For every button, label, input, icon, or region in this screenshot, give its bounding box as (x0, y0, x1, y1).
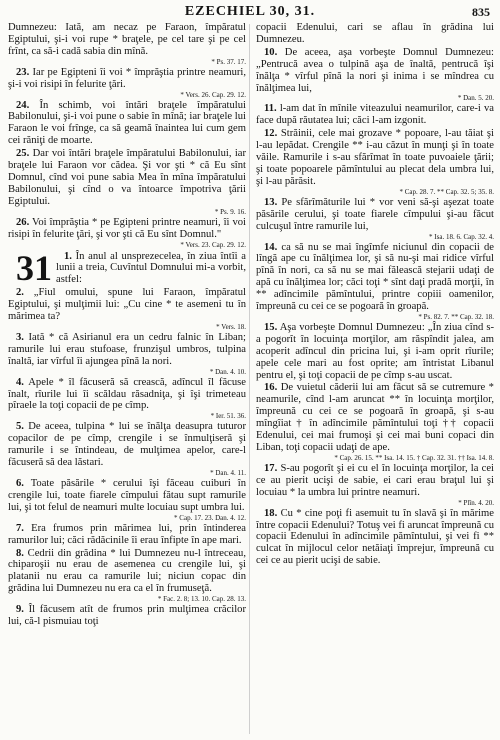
verse-text: Toate păsările * cerului îşi făceau cuiburi în crengile lui, toate fiarele cîmpului fătau supt ramurile lui, şi tot felul de neamuri multe locuiau supt umbra lui. (8, 478, 246, 513)
verse-text: Cedrii din grădina * lui Dumnezeu nu-l întreceau, chiparoşii nu erau de asemenea cu crengile lui, şi platanii nu erau ca ramurile lui; niciun copac din grădina lui Dumnezeu nu era ca el în frumuseţă. (8, 547, 246, 595)
verse-text: „Fiul omului, spune lui Faraon, împăratul Egiptului, şi mulţimii lui: „Cu cine * te asemeni tu în mărimea ta? (8, 287, 246, 323)
verse-text: De aceea, tulpina * lui se înălţa deasupra tuturor copacilor de pe cîmp, crengile i se înmulţiseră şi ramurile i se întindeau, de mulţimea apelor, care-l făcuseră să dea lăstari. (8, 421, 246, 469)
verse-text: Iar pe Egipteni îi voi * împrăştia printre neamuri, şi-i voi risipi în felurite ţări. (8, 66, 246, 90)
verse-paragraph (8, 22, 246, 66)
cross-reference: * Ier. 51. 36. (210, 412, 246, 421)
cross-reference: * Cap. 17. 23. Dan. 4. 12. (174, 513, 246, 522)
verse-text: Cu * cine poţi fi asemuit tu în slavă şi în mărime între copacii Edenului? Totuş vei fi aruncat împreună cu copacii Edenului în adîncimile pămîntului, şi vei fi ** culcat în mijlocul celor netăiaţi împrejur, împreună cu cei ce au pierit ucişi de sabie. (256, 507, 494, 567)
running-head: EZECHIEL 30, 31. (184, 4, 316, 19)
verse-number: 25. (16, 148, 30, 160)
cross-reference: * Ps. 9. 16. (214, 207, 246, 216)
verse-number: 18. (264, 507, 278, 519)
verse-number: 16. (264, 382, 278, 394)
cross-reference: * Dan. 4. 11. (210, 469, 246, 477)
verse-paragraph (256, 103, 494, 127)
cross-reference: * Ps. 82. 7. ** Cap. 32. 18. (418, 312, 494, 321)
verse-number: 13. (264, 196, 278, 208)
cross-reference: * Vers. 23. Cap. 29. 12. (180, 240, 246, 249)
verse-paragraph (8, 478, 246, 522)
chapter-opening (8, 247, 246, 288)
verse-number: 8. (16, 547, 24, 559)
verse-text: Aşa vorbeşte Domnul Dumnezeu: „În ziua cînd s-a pogorît în locuinţa morţilor, am răspîndit jalea, am acoperit adîncul din pricina lui, şi i-am oprit rîurile; apele cele mari au fost oprite; am întristat Libanul pentru el, şi toţi copacii de pe cîmp s-au uscat. (256, 321, 494, 381)
verse-text: Iată * că Asirianul era un cedru falnic în Liban; ramurile lui erau stufoase, frunzişul umbros, tulpina înaltă, iar vîrful îi ajungea pînă la nori. (8, 331, 246, 367)
verse-text: Străinii, cele mai grozave * popoare, l-au tăiat şi l-au lepădat. Crengile ** i-au căzut în munţi şi în toate văile. Ramurile i s-au sfărîmat în toate puvoaiele ţării; şi toate popoarele pămîntului au plecat dela umbra lui, şi l-au părăsit. (256, 128, 494, 187)
verse-number: 10. (264, 46, 278, 58)
cross-reference: * Isa. 18. 6. Cap. 32. 4. (429, 232, 494, 241)
right-column (256, 22, 494, 736)
page-number: 835 (472, 5, 490, 19)
cross-reference: * Dan. 5. 20. (457, 94, 494, 103)
left-column (8, 22, 246, 736)
verse-text: Apele * îl făcuseră să crească, adîncul îl făcuse înalt, rîurile lui îi scăldau răsadniţa, şi îşi trimeteau pîraele la toţi copacii de pe cîmp. (8, 376, 246, 412)
verse-number: 2. (16, 287, 24, 299)
cross-reference: * Plîn. 4. 20. (458, 498, 494, 507)
verse-paragraph (256, 508, 494, 568)
chapter-number: 31 (16, 247, 52, 288)
verse-number: 14. (264, 241, 278, 253)
cross-reference: * Vers. 18. (216, 322, 246, 331)
verse-paragraph (8, 332, 246, 376)
verse-number: 11. (264, 103, 277, 115)
verse-number: 6. (16, 478, 24, 489)
verse-text: De aceea, aşa vorbeşte Domnul Dumnezeu: „Pentrucă avea o tulpină aşa de înaltă, pentrucă îşi înălţa * vîrful pînă la nori şi inima i se mîndrea cu înălţimea lui, (256, 46, 494, 94)
verse-text: De vuietul căderii lui am făcut să se cutremure * neamurile, cînd l-am aruncat ** în locuinţa morţilor, împreună cu cei ce se pogoară în groapă, şi s-au mîngîiat † în adîncimile pămîntului toţi †† copacii Edenului, cei mai frumoşi şi cei mai buni copaci din Liban, toţi copacii udaţi de ape. (256, 382, 494, 453)
verse-number: 17. (264, 462, 278, 474)
verse-text: Îl făcusem atît de frumos prin mulţimea crăcilor lui, că-l pismuiau toţi (8, 604, 246, 628)
verse-text: În schimb, voi întări braţele împăratului Babilonului, şi-i voi pune o sabie în mînă; iar braţele lui Faraon le voi frînge, ca să geamă înaintea lui cum gem cei răniţi de moarte. (8, 99, 246, 147)
verse-number: 23. (16, 66, 30, 78)
verse-number: 9. (16, 604, 24, 616)
cross-reference: * Ps. 37. 17. (211, 57, 246, 66)
cross-reference: * Cap. 28. 7. ** Cap. 32. 5; 35. 8. (399, 187, 494, 196)
verse-paragraph (256, 197, 494, 241)
verse-number: 3. (16, 331, 24, 343)
verse-text: S-au pogorît şi ei cu el în locuinţa morţilor, la cei ce au pierit ucişi de sabie, ei cari erau braţul lui şi locuiau * la umbra lui printre neamuri. (256, 462, 494, 498)
verse-number: 5. (16, 421, 24, 433)
verse-paragraph (8, 67, 246, 99)
cross-reference: * Vers. 26. Cap. 29. 12. (180, 90, 246, 99)
verse-paragraph (8, 100, 246, 148)
verse-paragraph (256, 242, 494, 321)
verse-text: Voi împrăştia * pe Egipteni printre neamuri, îi voi risipi în felurite ţări, şi vor şti că Eu sînt Domnul." (8, 216, 246, 240)
cross-reference: * Dan. 4. 10. (209, 367, 246, 376)
cross-reference: * Cap. 26. 15. ** Isa. 14. 15. † Cap. 32. 31. †† Isa. 14. 8. (334, 453, 494, 462)
verse-number: 24. (16, 99, 30, 111)
verse-number: 7. (16, 522, 24, 534)
verse-text: ca să nu se mai îngîmfe niciunul din copacii de lîngă ape cu înălţimea lor, şi să nu-şi mai ridice vîrful pînă în nori, ca să nu se mai fălească stejarii udaţi de apă cu înălţimea lor; căci toţi * sînt daţi pradă morţii, în ** adîncimile pămîntului, printre copiii oamenilor, împreună cu cei ce se pogoară în groapă. (256, 241, 494, 313)
verse-text: Dumnezeu: Iată, am necaz pe Faraon, împăratul Egiptului, şi-i voi rupe * braţele, pe cel tare şi pe cel frînt, ca să-i cadă sabia din mînă. (8, 22, 246, 57)
verse-text: Pe sfărîmăturile lui * vor veni să-şi aşezat toate păsările cerului, şi toate fiarele cîmpului şi-au făcut culcuşul între ramurile lui, (256, 196, 494, 232)
verse-number: 12. (264, 128, 278, 140)
verse-paragraph (8, 377, 246, 421)
verse-paragraph (8, 148, 246, 216)
page-header (10, 4, 490, 22)
verse-paragraph (8, 523, 246, 547)
verse-number: 1. (64, 250, 72, 262)
verse-paragraph (8, 287, 246, 331)
verse-number: 15. (264, 321, 278, 333)
verse-paragraph (256, 463, 494, 507)
verse-paragraph (256, 47, 494, 103)
verse-text: În anul al unsprezecelea, în ziua întîi a lunii a treia, Cuvîntul Domnului mi-a vorbit, astfel: (56, 250, 246, 286)
verse-paragraph (8, 548, 246, 604)
verse-text: Dar voi întări braţele împăratului Babilonului, iar braţele lui Faraon vor cădea. Şi vor şti * că Eu sînt Domnul, cînd voi pune sabia Mea în mîna împăratului Babilonului, şi cînd o va întoarce împotriva ţării Egiptului. (8, 148, 246, 207)
verse-paragraph (256, 382, 494, 461)
verse-number: 4. (16, 376, 24, 388)
verse-paragraph (256, 128, 494, 196)
verse-paragraph (8, 604, 246, 628)
verse-text: Era frumos prin mărimea lui, prin întinderea ramurilor lui; căci rădăcinile îi erau înfipte în ape mari. (8, 522, 246, 546)
verse-paragraph (256, 322, 494, 382)
verse-text: l-am dat în mînile viteazului neamurilor, care-i va face după răutatea lui; căci l-am izgonit. (256, 103, 494, 127)
verse-text: copacii Edenului, cari se aflau în grădina lui Dumnezeu. (256, 22, 494, 45)
verse-number: 26. (16, 216, 30, 228)
verse-paragraph (8, 217, 246, 249)
verse-paragraph (8, 421, 246, 477)
cross-reference: * Fac. 2. 8; 13. 10. Cap. 28. 13. (157, 595, 246, 604)
column-divider (249, 24, 250, 734)
verse-paragraph (256, 22, 494, 46)
